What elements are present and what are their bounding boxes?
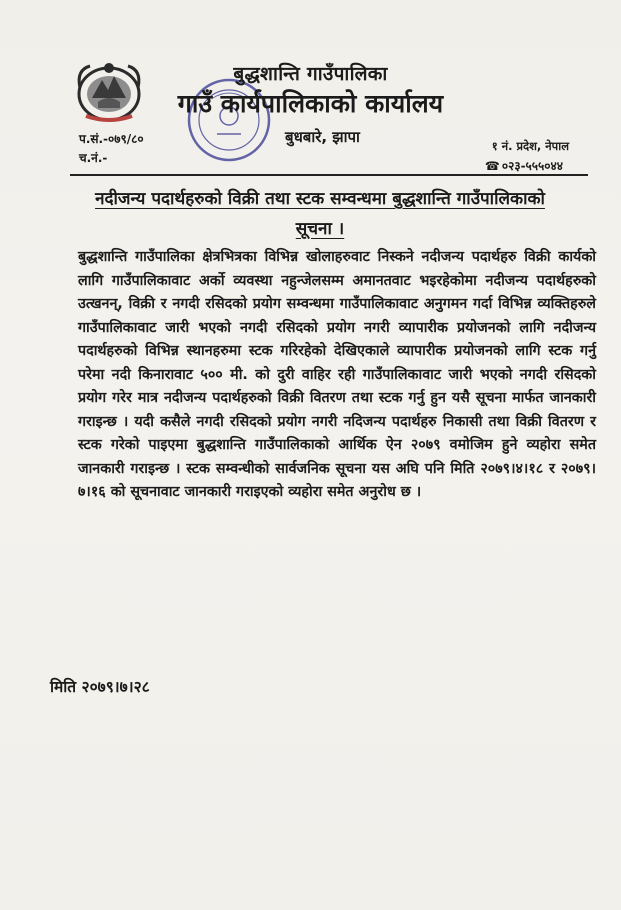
office-address: बुधबारे, झापा xyxy=(285,128,360,146)
office-name: बुद्धशान्ति गाउँपालिका xyxy=(233,63,388,85)
notice-date: मिति २०७९।७।२८ xyxy=(50,678,150,696)
notice-body: बुद्धशान्ति गाउँपालिका क्षेत्रभित्रका विभिन्न खोलाहरुवाट निस्कने नदीजन्य पदार्थहरु विक्री कार्यको लागि गाउँपालिकावाट अर्को व्यवस्था नहुन्जेलसम्म अमानतवाट भइरहेकोमा नदीजन्य पदार्थहरुको उत्खनन्, विक्री र नगदी रसिदको प्रयोग सम्वन्धमा गाउँपालिकावाट अनुगमन गर्दा विभिन्न व्यक्तिहरुले गाउँपालिकावाट जारी भएको नगदी रसिदको प्रयोग नगरी व्यापारीक प्रयोजनको लागि नदीजन्य पदार्थहरुको विभिन्न स्थानहरुमा स्टक गरिरहेको देखिएकाले व्यापारीक प्रयोजनको लागि स्टक गर्नु परेमा नदी किनारावाट ५०० मी. को दुरी वाहिर रही गाउँपालिकावाट जारी भएको नगदी रसिदको प्रयोग गरेर मात्र नदीजन्य पदार्थहरुको विक्री वितरण तथा स्टक गर्नु हुन यसै सूचना मार्फत जानकारी गराइन्छ । यदी कसैले नगदी रसिदको प्रयोग नगरी नदिजन्य पदार्थहरु निकासी तथा विक्री वितरण र स्टक गरेको पाइएमा बुद्धशान्ति गाउँपालिकाको आर्थिक ऐन २०७९ वमोजिम हुने व्यहोरा समेत जानकारी गराइन्छ । स्टक सम्वन्धीको सार्वजनिक सूचना यस अघि पनि मिति २०७९।४।१८ र २०७९।७।१६ को सूचनावाट जानकारी गराइएको व्यहोरा समेत अनुरोध छ । xyxy=(78,249,596,500)
province-label: १ नं. प्रदेश, नेपाल xyxy=(491,139,569,153)
phone-value: ०२३-५५५०४४ xyxy=(501,159,563,173)
reference-number: प.सं.-०७९/८० xyxy=(79,132,144,146)
header-divider xyxy=(70,174,588,176)
phone-number xyxy=(485,157,563,174)
subject-line-1: नदीजन्य पदार्थहरुको विक्री तथा स्टक सम्वन्धमा बुद्धशान्ति गाउँपालिकाको xyxy=(95,189,545,209)
phone-icon: ☎ xyxy=(484,158,500,173)
subject-line-2: सूचना । xyxy=(295,219,345,239)
notice-subject xyxy=(40,184,600,244)
office-title: गाउँ कार्यपालिकाको कार्यालय xyxy=(177,89,444,118)
dispatch-number: च.नं.- xyxy=(79,151,108,165)
